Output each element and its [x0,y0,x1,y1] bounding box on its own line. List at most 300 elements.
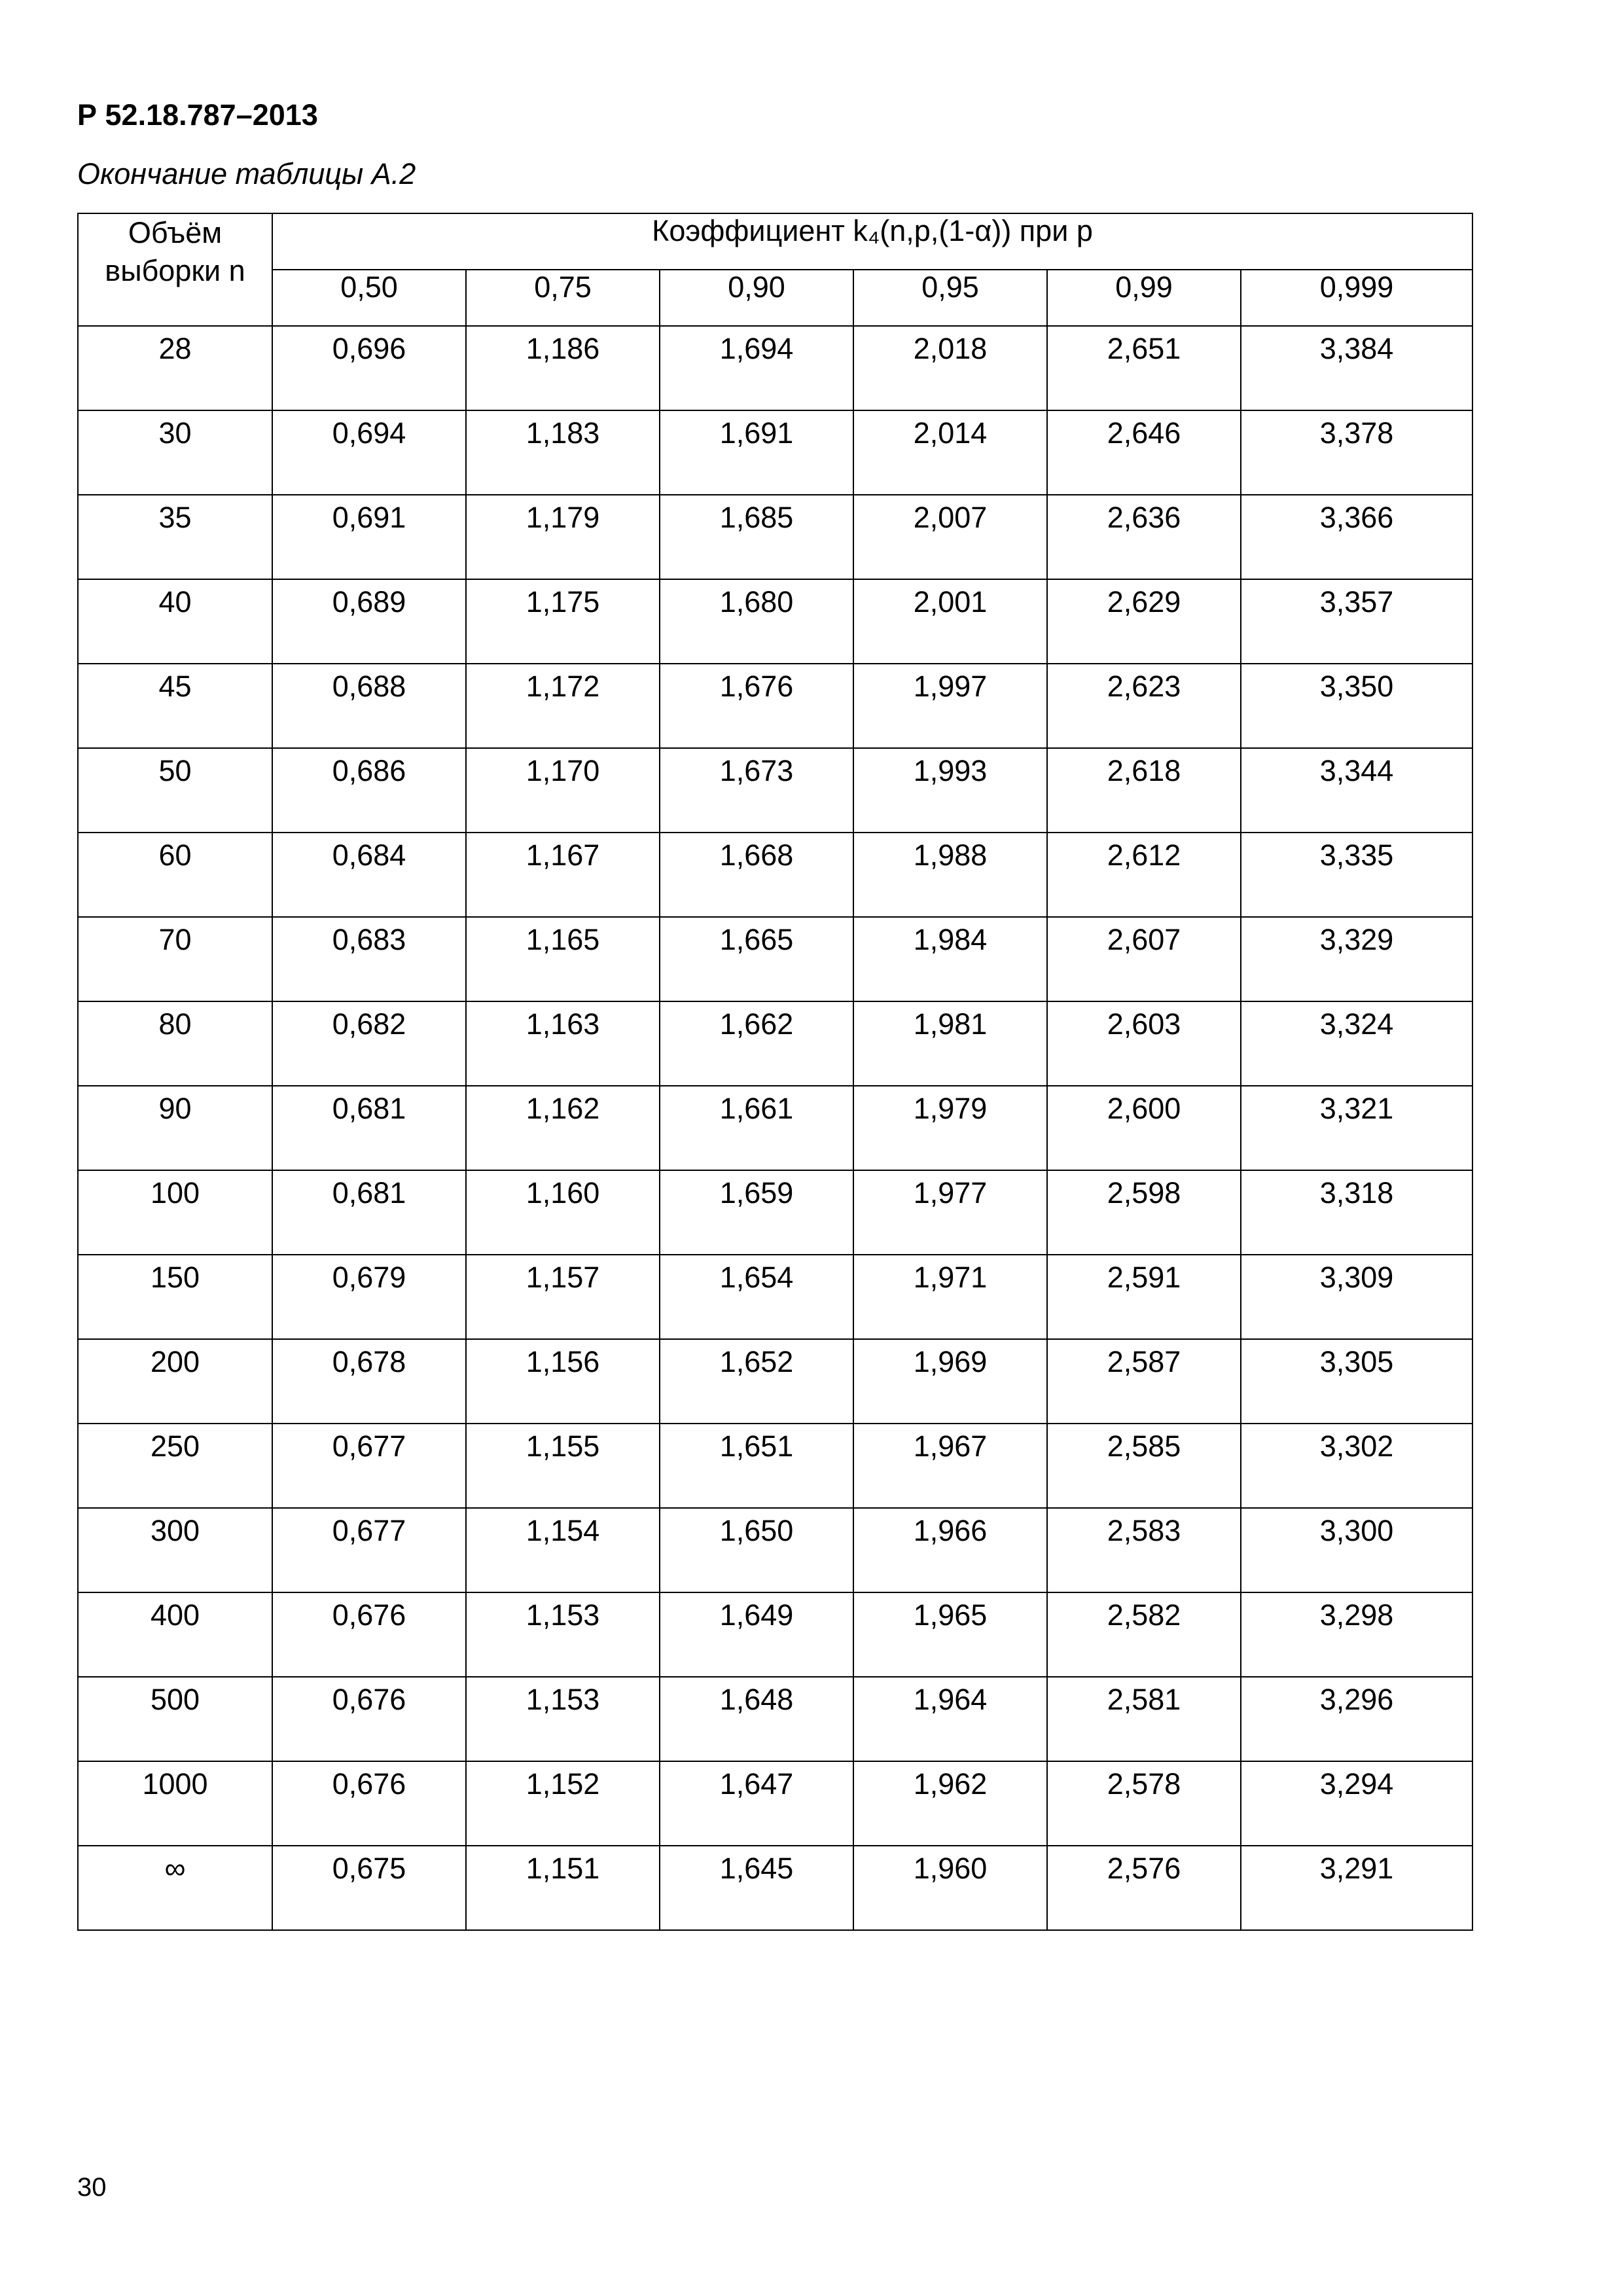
coefficient-value: 2,623 [1107,670,1181,703]
table-row [78,579,1472,664]
coefficient-cell [853,1170,1047,1255]
coefficient-cell [466,833,660,917]
coefficient-cell [853,1424,1047,1508]
table-caption: Окончание таблицы А.2 [77,157,416,190]
coefficient-cell [272,1339,466,1424]
coefficient-value: 0,688 [332,670,406,703]
coefficient-value: 3,305 [1319,1345,1394,1378]
sample-size-value: ∞ [164,1852,186,1885]
coefficient-value: 1,685 [719,501,794,534]
coefficient-value: 1,668 [719,838,794,872]
coefficient-value: 1,153 [526,1683,600,1716]
coefficient-cell [853,1761,1047,1846]
coefficient-cell [853,1592,1047,1677]
coefficient-value: 1,162 [526,1092,600,1125]
sample-size-cell [78,326,272,410]
coefficient-cell [1241,748,1472,833]
header-sample-size [78,213,272,326]
table-row [78,1677,1472,1761]
coefficient-value: 1,965 [913,1598,988,1632]
sample-size-value: 200 [150,1345,200,1378]
coefficient-cell [853,1339,1047,1424]
sample-size-cell [78,1255,272,1339]
header-p-value: 0,95 [853,270,1047,326]
coefficient-value: 3,329 [1319,923,1394,956]
coefficient-cell [272,833,466,917]
coefficient-cell [272,917,466,1001]
coefficient-value: 1,981 [913,1007,988,1041]
sample-size-value: 100 [150,1176,200,1210]
coefficient-value: 1,650 [719,1514,794,1547]
coefficient-cell [1047,326,1241,410]
coefficient-value: 1,648 [719,1683,794,1716]
sample-size-cell [78,1001,272,1086]
coefficient-value: 1,153 [526,1598,600,1632]
coefficient-value: 1,170 [526,754,600,787]
coefficient-value: 2,578 [1107,1767,1181,1801]
coefficient-value: 2,018 [913,332,988,365]
coefficient-value: 0,676 [332,1767,406,1801]
coefficient-value: 1,152 [526,1767,600,1801]
coefficient-value: 2,646 [1107,416,1181,450]
coefficient-value: 2,651 [1107,332,1181,365]
coefficient-cell [466,1170,660,1255]
coefficient-cell [660,1001,853,1086]
coefficient-cell [660,1339,853,1424]
coefficient-cell [466,664,660,748]
coefficient-value: 1,680 [719,585,794,619]
coefficient-value: 1,155 [526,1429,600,1463]
coefficient-value: 1,186 [526,332,600,365]
coefficient-cell [1047,917,1241,1001]
coefficient-value: 3,357 [1319,585,1394,619]
coefficient-cell [660,748,853,833]
coefficient-value: 3,335 [1319,838,1394,872]
coefficient-cell [853,833,1047,917]
sample-size-cell [78,833,272,917]
coefficient-value: 3,344 [1319,754,1394,787]
coefficient-value: 3,298 [1319,1598,1394,1632]
table-row [78,1170,1472,1255]
coefficient-value: 1,964 [913,1683,988,1716]
coefficient-cell [1241,917,1472,1001]
coefficient-cell [1047,1508,1241,1592]
coefficient-cell [1047,1761,1241,1846]
coefficient-cell [1047,1086,1241,1170]
sample-size-cell [78,1086,272,1170]
coefficient-value: 0,677 [332,1429,406,1463]
coefficient-cell [660,495,853,579]
coefficient-value: 2,581 [1107,1683,1181,1716]
coefficient-cell [466,1846,660,1930]
coefficient-cell [1241,1592,1472,1677]
coefficient-value: 2,603 [1107,1007,1181,1041]
coefficient-cell [1047,833,1241,917]
coefficient-cell [853,410,1047,495]
coefficient-value: 3,350 [1319,670,1394,703]
coefficient-cell [1241,326,1472,410]
coefficient-value: 1,651 [719,1429,794,1463]
coefficient-value: 1,967 [913,1429,988,1463]
coefficient-cell [660,1255,853,1339]
coefficient-cell [466,748,660,833]
sample-size-value: 90 [158,1092,192,1125]
coefficient-value: 1,163 [526,1007,600,1041]
coefficient-cell [1047,664,1241,748]
coefficient-cell [272,664,466,748]
coefficient-cell [1241,1255,1472,1339]
coefficient-value: 1,673 [719,754,794,787]
sample-size-value: 80 [158,1007,192,1041]
coefficient-cell [1241,1339,1472,1424]
sample-size-cell [78,1170,272,1255]
coefficient-value: 1,676 [719,670,794,703]
sample-size-cell [78,664,272,748]
coefficient-value: 1,167 [526,838,600,872]
coefficient-value: 1,988 [913,838,988,872]
coefficient-cell [853,748,1047,833]
table-row [78,1339,1472,1424]
coefficient-value: 0,677 [332,1514,406,1547]
coefficient-cell [466,1592,660,1677]
coefficient-cell [853,326,1047,410]
coefficient-cell [1241,1846,1472,1930]
coefficient-cell [272,1170,466,1255]
header-sample-size-line1: Объём [128,216,223,249]
coefficient-value: 2,014 [913,416,988,450]
sample-size-cell [78,917,272,1001]
sample-size-cell [78,1677,272,1761]
coefficient-value: 0,678 [332,1345,406,1378]
coefficient-cell [853,1677,1047,1761]
coefficient-value: 1,165 [526,923,600,956]
coefficient-value: 1,183 [526,416,600,450]
table-header [78,213,1472,326]
coefficient-cell [272,1424,466,1508]
page-number: 30 [77,2173,107,2202]
coefficient-value: 0,691 [332,501,406,534]
coefficient-value: 1,654 [719,1261,794,1294]
coefficient-value: 2,591 [1107,1261,1181,1294]
coefficient-value: 0,676 [332,1598,406,1632]
sample-size-cell [78,1592,272,1677]
coefficient-cell [1047,1424,1241,1508]
coefficient-cell [466,1339,660,1424]
coefficient-cell [853,1508,1047,1592]
coefficient-cell [1047,748,1241,833]
coefficient-cell [1241,833,1472,917]
coefficient-value: 0,676 [332,1683,406,1716]
coefficient-value: 2,585 [1107,1429,1181,1463]
coefficient-cell [1241,1508,1472,1592]
sample-size-value: 70 [158,923,192,956]
sample-size-value: 30 [158,416,192,450]
coefficient-cell [1047,1170,1241,1255]
coefficient-value: 0,681 [332,1092,406,1125]
coefficient-value: 1,662 [719,1007,794,1041]
coefficient-cell [272,1255,466,1339]
coefficient-value: 1,659 [719,1176,794,1210]
coefficient-cell [660,1592,853,1677]
coefficient-value: 1,977 [913,1176,988,1210]
coefficient-cell [853,1846,1047,1930]
coefficient-value: 1,179 [526,501,600,534]
coefficient-value: 0,675 [332,1852,406,1885]
coefficient-cell [853,664,1047,748]
coefficient-cell [853,917,1047,1001]
coefficient-cell [1241,1170,1472,1255]
coefficient-cell [272,326,466,410]
table-body [78,326,1472,1930]
coefficient-value: 2,618 [1107,754,1181,787]
coefficient-value: 1,661 [719,1092,794,1125]
coefficient-cell [1241,664,1472,748]
coefficient-cell [1047,410,1241,495]
coefficient-cell [1047,1592,1241,1677]
coefficient-value: 3,324 [1319,1007,1394,1041]
coefficient-cell [1047,1339,1241,1424]
coefficient-cell [466,1424,660,1508]
coefficient-cell [853,579,1047,664]
coefficient-value: 0,689 [332,585,406,619]
coefficient-cell [853,1086,1047,1170]
table-row [78,1508,1472,1592]
coefficient-value: 1,960 [913,1852,988,1885]
coefficient-value: 0,696 [332,332,406,365]
coefficient-cell [466,495,660,579]
coefficient-cell [1047,1255,1241,1339]
header-p-value: 0,75 [466,270,660,326]
coefficient-cell [272,1677,466,1761]
coefficient-value: 1,694 [719,332,794,365]
coefficient-value: 0,682 [332,1007,406,1041]
coefficient-cell [660,579,853,664]
document-code: Р 52.18.787–2013 [77,98,318,132]
coefficient-value: 2,001 [913,585,988,619]
coefficient-value: 0,694 [332,416,406,450]
coefficient-value: 1,175 [526,585,600,619]
coefficient-cell [272,410,466,495]
coefficient-cell [1047,579,1241,664]
sample-size-value: 50 [158,754,192,787]
coefficient-cell [660,664,853,748]
header-sample-size-line2: выборки n [105,254,245,287]
coefficient-value: 1,172 [526,670,600,703]
coefficient-value: 0,681 [332,1176,406,1210]
coefficient-table [77,213,1473,1931]
coefficient-cell [272,1761,466,1846]
coefficient-value: 1,151 [526,1852,600,1885]
coefficient-cell [1241,579,1472,664]
coefficient-value: 1,691 [719,416,794,450]
coefficient-cell [1241,495,1472,579]
coefficient-value: 1,966 [913,1514,988,1547]
sample-size-value: 40 [158,585,192,619]
table-row [78,1424,1472,1508]
sample-size-cell [78,410,272,495]
coefficient-value: 1,665 [719,923,794,956]
coefficient-value: 3,321 [1319,1092,1394,1125]
coefficient-value: 3,366 [1319,501,1394,534]
sample-size-cell [78,1846,272,1930]
coefficient-cell [853,1255,1047,1339]
coefficient-cell [1241,1086,1472,1170]
coefficient-value: 2,582 [1107,1598,1181,1632]
coefficient-cell [853,495,1047,579]
sample-size-value: 60 [158,838,192,872]
sample-size-cell [78,579,272,664]
coefficient-cell [272,748,466,833]
table-row [78,326,1472,410]
coefficient-value: 3,309 [1319,1261,1394,1294]
coefficient-cell [853,1001,1047,1086]
sample-size-value: 35 [158,501,192,534]
sample-size-value: 300 [150,1514,200,1547]
coefficient-value: 2,576 [1107,1852,1181,1885]
sample-size-value: 150 [150,1261,200,1294]
sample-size-value: 1000 [142,1767,208,1801]
coefficient-value: 1,157 [526,1261,600,1294]
coefficient-value: 0,686 [332,754,406,787]
coefficient-cell [660,326,853,410]
header-p-value: 0,99 [1047,270,1241,326]
coefficient-cell [466,1508,660,1592]
coefficient-value: 3,302 [1319,1429,1394,1463]
coefficient-value: 3,294 [1319,1767,1394,1801]
coefficient-value: 2,007 [913,501,988,534]
coefficient-cell [660,1170,853,1255]
sample-size-cell [78,495,272,579]
sample-size-value: 250 [150,1429,200,1463]
coefficient-cell [272,495,466,579]
coefficient-cell [272,1508,466,1592]
coefficient-cell [272,1001,466,1086]
coefficient-value: 1,649 [719,1598,794,1632]
coefficient-value: 0,679 [332,1261,406,1294]
coefficient-value: 1,971 [913,1261,988,1294]
coefficient-value: 0,683 [332,923,406,956]
coefficient-value: 2,636 [1107,501,1181,534]
coefficient-cell [272,1086,466,1170]
sample-size-value: 45 [158,670,192,703]
coefficient-value: 1,969 [913,1345,988,1378]
coefficient-cell [1047,1677,1241,1761]
coefficient-value: 1,979 [913,1092,988,1125]
coefficient-cell [1047,1001,1241,1086]
coefficient-value: 2,600 [1107,1092,1181,1125]
coefficient-cell [1047,1846,1241,1930]
sample-size-cell [78,1508,272,1592]
coefficient-value: 3,300 [1319,1514,1394,1547]
table-row [78,664,1472,748]
coefficient-cell [660,1508,853,1592]
coefficient-cell [466,917,660,1001]
coefficient-value: 3,384 [1319,332,1394,365]
coefficient-value: 1,647 [719,1767,794,1801]
coefficient-cell [660,1846,853,1930]
coefficient-cell [660,917,853,1001]
coefficient-cell [1241,1761,1472,1846]
table-row [78,495,1472,579]
header-coefficient: Коэффициент k₄(n,p,(1-α)) при p [272,213,1472,270]
coefficient-cell [1241,1424,1472,1508]
coefficient-cell [1047,495,1241,579]
coefficient-value: 1,652 [719,1345,794,1378]
coefficient-value: 1,160 [526,1176,600,1210]
header-p-value: 0,999 [1241,270,1472,326]
coefficient-value: 1,156 [526,1345,600,1378]
sample-size-value: 400 [150,1598,200,1632]
sample-size-value: 28 [158,332,192,365]
coefficient-value: 3,291 [1319,1852,1394,1885]
table-row [78,917,1472,1001]
coefficient-value: 2,612 [1107,838,1181,872]
sample-size-value: 500 [150,1683,200,1716]
coefficient-value: 3,296 [1319,1683,1394,1716]
coefficient-value: 1,984 [913,923,988,956]
coefficient-cell [1241,1001,1472,1086]
coefficient-value: 1,997 [913,670,988,703]
header-p-value: 0,90 [660,270,853,326]
header-p-values-row [78,270,1472,326]
coefficient-cell [272,579,466,664]
table-row [78,748,1472,833]
table-row [78,833,1472,917]
coefficient-cell [1241,1677,1472,1761]
table-row [78,1846,1472,1930]
coefficient-value: 2,629 [1107,585,1181,619]
coefficient-value: 3,378 [1319,416,1394,450]
table-row [78,1001,1472,1086]
sample-size-cell [78,748,272,833]
coefficient-value: 3,318 [1319,1176,1394,1210]
coefficient-cell [272,1592,466,1677]
coefficient-cell [466,1255,660,1339]
sample-size-cell [78,1424,272,1508]
coefficient-cell [466,1761,660,1846]
coefficient-value: 2,607 [1107,923,1181,956]
header-p-value: 0,50 [272,270,466,326]
coefficient-value: 2,583 [1107,1514,1181,1547]
coefficient-cell [660,1086,853,1170]
coefficient-cell [660,1761,853,1846]
table-row [78,410,1472,495]
coefficient-cell [660,410,853,495]
coefficient-cell [466,1677,660,1761]
coefficient-value: 0,684 [332,838,406,872]
coefficient-value: 1,154 [526,1514,600,1547]
coefficient-cell [660,833,853,917]
coefficient-value: 1,962 [913,1767,988,1801]
coefficient-value: 2,598 [1107,1176,1181,1210]
table-row [78,1761,1472,1846]
table-row [78,1086,1472,1170]
coefficient-value: 2,587 [1107,1345,1181,1378]
coefficient-value: 1,645 [719,1852,794,1885]
coefficient-value: 1,993 [913,754,988,787]
coefficient-cell [466,326,660,410]
sample-size-cell [78,1761,272,1846]
sample-size-cell [78,1339,272,1424]
coefficient-cell [466,579,660,664]
coefficient-cell [466,410,660,495]
table-row [78,1592,1472,1677]
coefficient-cell [466,1086,660,1170]
coefficient-cell [1241,410,1472,495]
coefficient-cell [660,1677,853,1761]
coefficient-cell [660,1424,853,1508]
coefficient-cell [466,1001,660,1086]
